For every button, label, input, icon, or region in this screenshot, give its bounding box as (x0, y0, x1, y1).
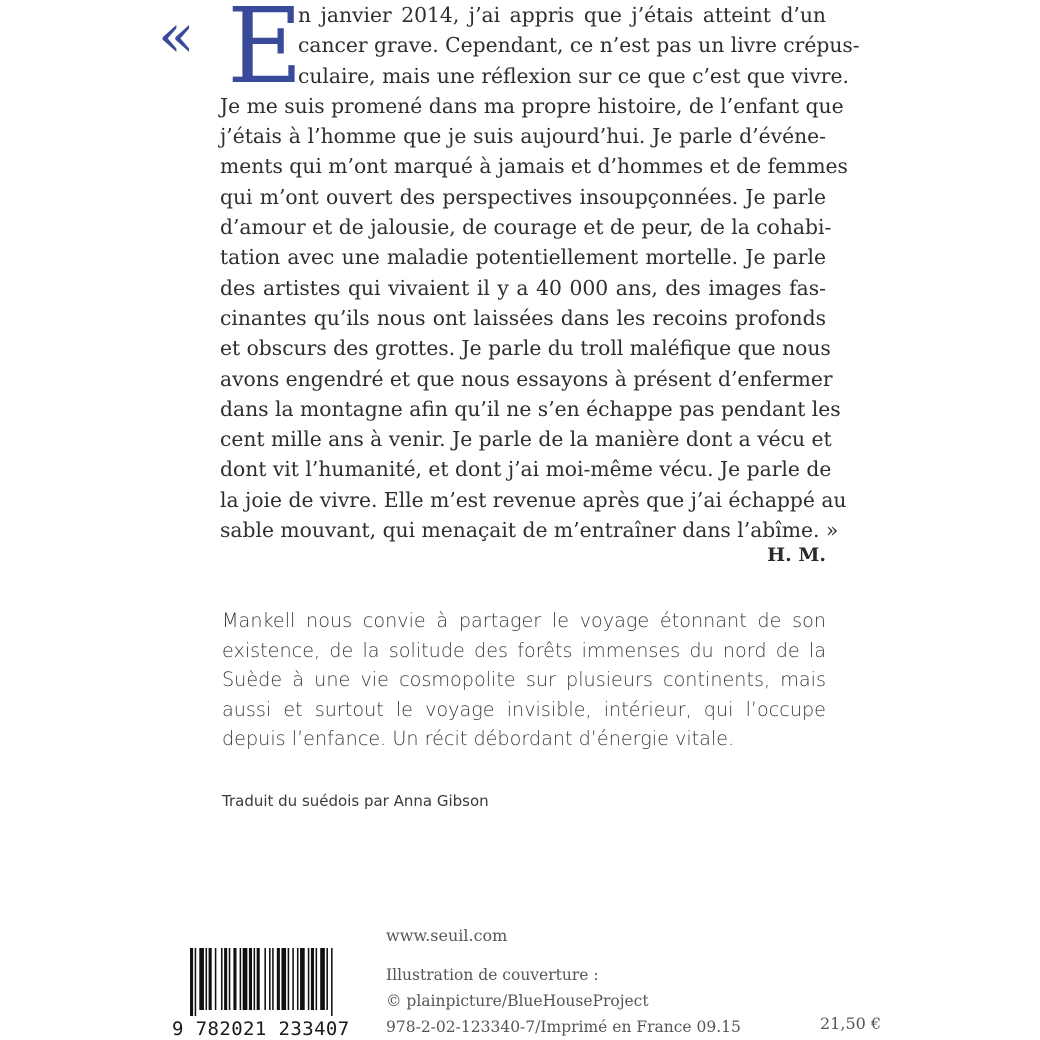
barcode-bar (297, 948, 299, 1010)
barcode-bar (224, 948, 227, 1010)
barcode-bar (272, 948, 274, 1010)
quote-line: qui m’ont ouvert des perspectives insoupçonnées. Je parle (220, 184, 826, 209)
quote-line: dans la montagne afin qu’il ne s’en échappe pas pendant les (220, 396, 841, 421)
barcode-bar (206, 948, 208, 1010)
barcode-bar (326, 948, 328, 1010)
quote-line: des artistes qui vivaient il y a 40 000 ans, des images fas- (220, 275, 826, 300)
author-quote (220, 0, 860, 545)
isbn-barcode (172, 948, 372, 1040)
barcode-bar (277, 948, 280, 1010)
book-blurb (222, 606, 826, 754)
barcode-bar (243, 948, 248, 1010)
quote-line: cinantes qu’ils nous ont laissées dans les recoins profonds (220, 305, 826, 330)
quote-line: cent mille ans à venir. Je parle de la manière dont a vécu et (220, 427, 832, 452)
blurb-line: Suède à une vie cosmopolite sur plusieurs continents, mais (222, 668, 826, 691)
isbn-print-line: 978-2-02-123340-7/Imprimé en France 09.15 (386, 1018, 741, 1036)
blurb-line: depuis l’enfance. Un récit débordant d’énergie vitale. (222, 727, 735, 750)
barcode-bar (308, 948, 310, 1010)
barcode-bar (269, 948, 271, 1010)
quote-line: tation avec une maladie potentiellement mortelle. Je parle (220, 245, 826, 270)
drop-cap-letter: E (227, 0, 303, 107)
barcode-bar (311, 948, 314, 1010)
barcode-bars (172, 948, 372, 1016)
opening-guillemet: « (158, 1, 195, 71)
illustration-credit: © plainpicture/BlueHouseProject (386, 992, 649, 1010)
barcode-bar (292, 948, 294, 1010)
quote-line: culaire, mais une réflexion sur ce que c’est que vivre. (298, 63, 849, 88)
barcode-bar (229, 948, 231, 1010)
quote-line: la joie de vivre. Elle m’est revenue après que j’ai échappé au (220, 487, 847, 512)
blurb-line: Mankell nous convie à partager le voyage étonnant de son (222, 609, 826, 632)
barcode-bar (316, 948, 318, 1010)
barcode-bar (221, 948, 223, 1010)
barcode-bar (320, 948, 325, 1010)
barcode-bar (195, 948, 197, 1016)
quote-line: et obscurs des grottes. Je parle du troll maléfique que nous (220, 336, 831, 361)
quote-signature: H. M. (767, 544, 826, 566)
quote-line: avons engendré et que nous essayons à présent d’enfermer (220, 366, 833, 391)
quote-line: sable mouvant, qui menaçait de m’entraîner dans l’abîme. » (220, 518, 839, 543)
barcode-bar (199, 948, 204, 1010)
barcode-bar (331, 948, 333, 1016)
barcode-bar (257, 948, 260, 1010)
quote-line: n janvier 2014, j’ai appris que j’étais atteint d’un (298, 3, 826, 27)
barcode-digits: 9 782021 233407 (172, 1018, 350, 1040)
blurb-line: existence, de la solitude des forêts immenses du nord de la (222, 638, 826, 662)
publisher-website: www.seuil.com (386, 926, 508, 945)
barcode-bar (288, 948, 290, 1010)
barcode-bar (209, 948, 212, 1010)
quote-line: ments qui m’ont marqué à jamais et d’hommes et de femmes (220, 154, 848, 179)
barcode-bar (264, 948, 266, 1010)
quote-line: j’étais à l’homme que je suis aujourd’hui. Je parle d’événe- (220, 124, 826, 149)
barcode-bar (190, 948, 193, 1016)
blurb-line: aussi et surtout le voyage invisible, intérieur, qui l’occupe (222, 697, 826, 721)
barcode-bar (240, 948, 242, 1010)
quote-line: d’amour et de jalousie, de courage et de peur, de la cohabi- (220, 215, 832, 240)
barcode-bar (249, 948, 252, 1010)
quote-line: Je me suis promené dans ma propre histoire, de l’enfant que (220, 93, 844, 118)
barcode-bar (300, 948, 305, 1010)
barcode-bar (254, 948, 256, 1010)
cover-credits (386, 962, 741, 1040)
quote-line: cancer grave. Cependant, ce n’est pas un livre crépus- (298, 33, 860, 58)
illustration-label: Illustration de couverture : (386, 966, 599, 984)
barcode-bar (233, 948, 236, 1010)
barcode-bar (281, 948, 286, 1010)
translator-credit: Traduit du suédois par Anna Gibson (222, 792, 489, 810)
price-label: 21,50 € (820, 1014, 882, 1033)
barcode-bar (215, 948, 217, 1010)
quote-line: dont vit l’humanité, et dont j’ai moi-même vécu. Je parle de (220, 457, 832, 482)
